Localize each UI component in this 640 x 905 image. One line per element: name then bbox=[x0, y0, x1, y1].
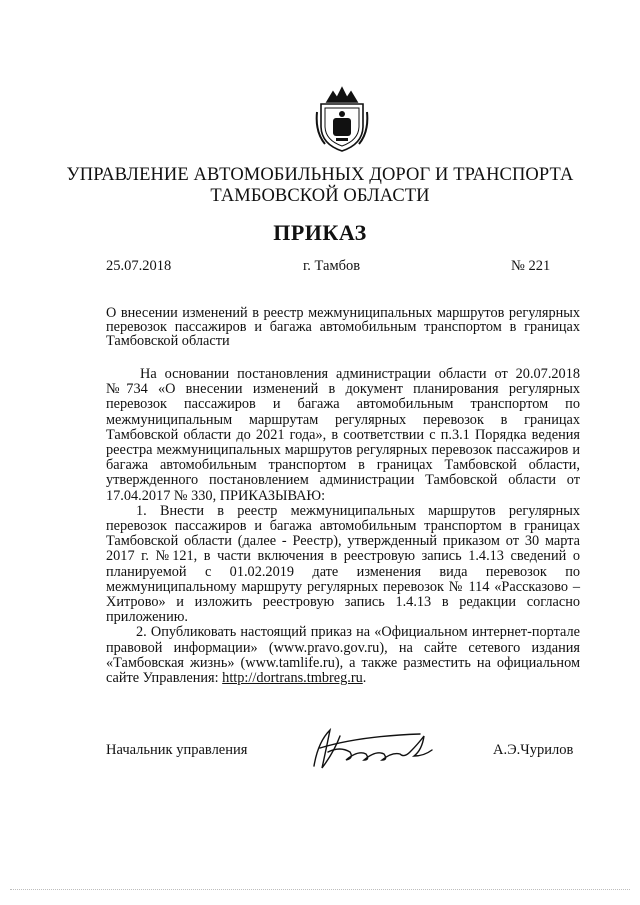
order-item-1: 1. Внести в реестр межмуниципальных маршрутов регулярных перевозок пассажиров и багажа автомобильным транспортом в границах Тамбовской области (далее - Реестр), утвержденный приказом от 30 марта 2017 г. №121, в части включения в реестровую запись 1.4.13 сведений о планируемой с 01.02.2019 дате изменения вида перевозок по межмуниципальному маршруту регулярных перевозок № 114 «Рассказово – Хитрово» и изложить реестровую запись 1.4.13 в редакции согласно приложению. bbox=[106, 502, 580, 626]
order-number: № 221 bbox=[511, 258, 551, 274]
document-type-title: ПРИКАЗ bbox=[273, 220, 367, 245]
organization-line-2: ТАМБОВСКОЙ ОБЛАСТИ bbox=[210, 186, 430, 206]
order-date: 25.07.2018 bbox=[106, 258, 172, 274]
order-city: г. Тамбов bbox=[303, 258, 361, 274]
page-bottom-divider bbox=[10, 889, 630, 890]
organization-line-1: УПРАВЛЕНИЕ АВТОМОБИЛЬНЫХ ДОРОГ И ТРАНСПОРТА bbox=[66, 165, 574, 185]
signatory-position: Начальник управления bbox=[106, 742, 248, 758]
order-body bbox=[106, 367, 580, 686]
tambov-region-coat-of-arms-icon bbox=[313, 82, 371, 154]
order-item-2-end: . bbox=[362, 670, 367, 687]
signatory-name: А.Э.Чурилов bbox=[493, 742, 574, 758]
organization-name bbox=[0, 165, 640, 207]
order-item-2 bbox=[106, 625, 580, 686]
order-item-2-text: 2. Опубликовать настоящий приказ на «Официальном интернет-портале правовой информации» (www.pravo.gov.ru), на сайте сетевого издания «Тамбовская жизнь» (www.tamlife.ru), а также разместить на официальном сайте Управления: bbox=[106, 624, 580, 687]
preamble-paragraph: На основании постановления администрации области от 20.07.2018 №734 «О внесении изменений в документ планирования регулярных перевозок пассажиров и багажа автомобильным транспортом по межмуниципальным маршрутам регулярных перевозок в границах Тамбовской области до 2021 года», в соответствии с п.3.1 Порядка ведения реестра межмуниципальных маршрутов регулярных перевозок пассажиров и багажа автомобильным транспортом в границах Тамбовской области, утвержденного постановлением администрации Тамбовской области от 17.04.2017 № 330, ПРИКАЗЫВАЮ: bbox=[106, 366, 580, 504]
order-subject: О внесении изменений в реестр межмуниципальных маршрутов регулярных перевозок пассажиров и багажа автомобильным транспортом в границах Тамбовской области bbox=[106, 305, 580, 349]
handwritten-signature bbox=[300, 722, 440, 772]
dortrans-website-link[interactable]: http://dortrans.tmbreg.ru bbox=[222, 670, 363, 687]
